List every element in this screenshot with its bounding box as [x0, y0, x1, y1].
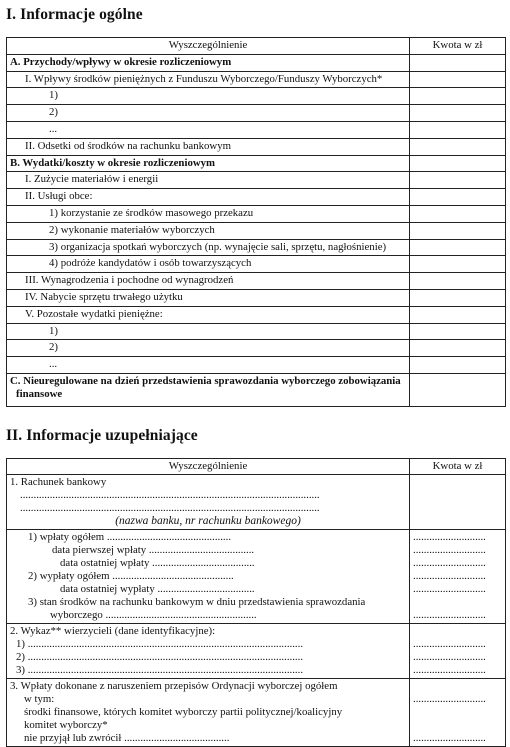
amount-cell[interactable]	[410, 71, 506, 88]
row-label: ...	[7, 121, 410, 138]
withdrawals-total-line[interactable]: 2) wypłaty ogółem .............................................	[28, 570, 234, 582]
column-header-description: Wyszczególnienie	[7, 38, 410, 55]
amount-cell[interactable]	[410, 205, 506, 222]
irregular-payments-line4: komitet wyborczy*	[24, 719, 108, 731]
row-label: 1)	[7, 323, 410, 340]
table-row	[7, 357, 506, 374]
table-row	[7, 105, 506, 122]
amount-cell[interactable]	[410, 54, 506, 71]
supplementary-info-table	[6, 458, 506, 747]
table-row	[7, 172, 506, 189]
row-label: 2)	[7, 340, 410, 357]
table-row	[7, 222, 506, 239]
amount-dots[interactable]: ...........................	[413, 664, 486, 676]
amount-cell[interactable]	[410, 222, 506, 239]
amount-cell[interactable]	[410, 189, 506, 206]
amount-cell[interactable]	[410, 289, 506, 306]
table-row	[7, 205, 506, 222]
amount-cell[interactable]	[410, 256, 506, 273]
table-row	[7, 340, 506, 357]
outstanding-obligations-line2: finansowe	[16, 387, 63, 400]
irregular-payments-cell	[7, 679, 410, 747]
amount-dots[interactable]: ...........................	[413, 531, 486, 543]
amount-cell[interactable]	[410, 373, 506, 406]
last-deposit-date-line[interactable]: data ostatniej wpłaty ......................................	[60, 557, 255, 569]
row-label: 4) podróże kandydatów i osób towarzyszących	[7, 256, 410, 273]
amount-dots[interactable]: ...........................	[413, 570, 486, 582]
table-row	[7, 189, 506, 206]
row-label: 2) wykonanie materiałów wyborczych	[7, 222, 410, 239]
row-label: I. Zużycie materiałów i energii	[7, 172, 410, 189]
amount-cell[interactable]	[410, 323, 506, 340]
amount-dots[interactable]: ...........................	[413, 544, 486, 556]
creditor-3-line[interactable]: 3) ......................................................................................................	[16, 664, 304, 676]
amount-dots[interactable]: ...........................	[413, 638, 486, 650]
column-header-amount: Kwota w zł	[410, 459, 506, 475]
table-row	[7, 256, 506, 273]
table-row-outstanding-obligations	[7, 373, 506, 406]
row-label: ...	[7, 357, 410, 374]
table-row-irregular-payments	[7, 679, 506, 747]
amount-cell[interactable]	[410, 105, 506, 122]
bank-account-dots-2[interactable]: ...............................................................................................................	[20, 502, 320, 514]
row-label: III. Wynagrodzenia i pochodne od wynagrodzeń	[7, 273, 410, 290]
irregular-payments-line1: 3. Wpłaty dokonane z naruszeniem przepisów Ordynacji wyborczej ogółem	[10, 680, 338, 692]
amount-dots[interactable]: ...........................	[413, 609, 486, 621]
table-row	[7, 289, 506, 306]
amount-dots[interactable]: ...........................	[413, 732, 486, 744]
last-withdrawal-date-line[interactable]: data ostatniej wypłaty ....................................	[60, 583, 255, 595]
outstanding-obligations-line1: C. Nieuregulowane na dzień przedstawienia sprawozdania wyborczego zobowiązania	[10, 374, 401, 387]
table-row	[7, 121, 506, 138]
table-row-account-flows	[7, 530, 506, 624]
table-row	[7, 273, 506, 290]
bank-account-caption: (nazwa banku, nr rachunku bankowego)	[115, 515, 301, 527]
irregular-payments-line2: w tym:	[24, 693, 55, 705]
row-label: II. Odsetki od środków na rachunku bankowym	[7, 138, 410, 155]
amount-cell[interactable]	[410, 88, 506, 105]
creditor-2-line[interactable]: 2) ......................................................................................................	[16, 651, 304, 663]
amount-cell[interactable]	[410, 273, 506, 290]
row-label: B. Wydatki/koszty w okresie rozliczeniowym	[7, 155, 410, 172]
table-row-bank-account	[7, 475, 506, 530]
amount-dots[interactable]: ...........................	[413, 583, 486, 595]
creditors-cell	[7, 624, 410, 679]
row-label: IV. Nabycie sprzętu trwałego użytku	[7, 289, 410, 306]
account-balance-line-2[interactable]: wyborczego ........................................................	[50, 609, 257, 621]
table-row	[7, 306, 506, 323]
amount-cell[interactable]	[410, 239, 506, 256]
irregular-payments-line3: środki finansowe, których komitet wyborczy partii politycznej/koalicyjny	[24, 706, 343, 718]
row-label: 2)	[7, 105, 410, 122]
column-header-description: Wyszczególnienie	[7, 459, 410, 475]
row-label: V. Pozostałe wydatki pieniężne:	[7, 306, 410, 323]
outstanding-obligations-label	[7, 373, 410, 406]
table-row	[7, 239, 506, 256]
creditors-amounts	[410, 624, 506, 679]
creditors-label: 2. Wykaz** wierzycieli (dane identyfikacyjne):	[10, 625, 216, 637]
amount-cell[interactable]	[410, 357, 506, 374]
section-2-title: II. Informacje uzupełniające	[6, 427, 198, 444]
section-1-title: I. Informacje ogólne	[6, 6, 143, 23]
amount-cell[interactable]	[410, 121, 506, 138]
amount-cell[interactable]	[410, 155, 506, 172]
amount-cell[interactable]	[410, 138, 506, 155]
row-label: 1)	[7, 88, 410, 105]
bank-account-cell	[7, 475, 410, 530]
amount-cell[interactable]	[410, 306, 506, 323]
account-flows-amounts	[410, 530, 506, 624]
account-flows-cell	[7, 530, 410, 624]
row-label: A. Przychody/wpływy w okresie rozliczeniowym	[7, 54, 410, 71]
bank-account-dots-1[interactable]: ...............................................................................................................	[20, 489, 320, 501]
table-row	[7, 71, 506, 88]
table-header-row	[7, 459, 506, 475]
table-row-creditors	[7, 624, 506, 679]
irregular-payments-amounts	[410, 679, 506, 747]
table-header-row	[7, 38, 506, 55]
table-row	[7, 54, 506, 71]
amount-cell[interactable]	[410, 340, 506, 357]
account-balance-line[interactable]: 3) stan środków na rachunku bankowym w dniu przedstawienia sprawozdania	[28, 596, 366, 608]
amount-dots[interactable]: ...........................	[413, 557, 486, 569]
table-row	[7, 138, 506, 155]
irregular-payments-line5[interactable]: nie przyjął lub zwrócił .......................................	[24, 732, 230, 744]
amount-dots[interactable]: ...........................	[413, 651, 486, 663]
bank-account-label: 1. Rachunek bankowy	[10, 476, 107, 488]
deposits-total-line[interactable]: 1) wpłaty ogółem ..............................................	[28, 531, 232, 543]
creditor-1-line[interactable]: 1) ......................................................................................................	[16, 638, 304, 650]
row-label: 3) organizacja spotkań wyborczych (np. wynajęcie sali, sprzętu, nagłośnienie)	[7, 239, 410, 256]
table-row	[7, 323, 506, 340]
amount-dots[interactable]: ...........................	[413, 693, 486, 705]
column-header-amount: Kwota w zł	[410, 38, 506, 55]
row-label: I. Wpływy środków pieniężnych z Funduszu Wyborczego/Funduszy Wyborczych*	[7, 71, 410, 88]
row-label: II. Usługi obce:	[7, 189, 410, 206]
row-label: 1) korzystanie ze środków masowego przekazu	[7, 205, 410, 222]
table-row	[7, 88, 506, 105]
first-deposit-date-line[interactable]: data pierwszej wpłaty .......................................	[52, 544, 255, 556]
table-row	[7, 155, 506, 172]
amount-cell[interactable]	[410, 172, 506, 189]
amount-cell	[410, 475, 506, 530]
general-info-table	[6, 37, 506, 407]
